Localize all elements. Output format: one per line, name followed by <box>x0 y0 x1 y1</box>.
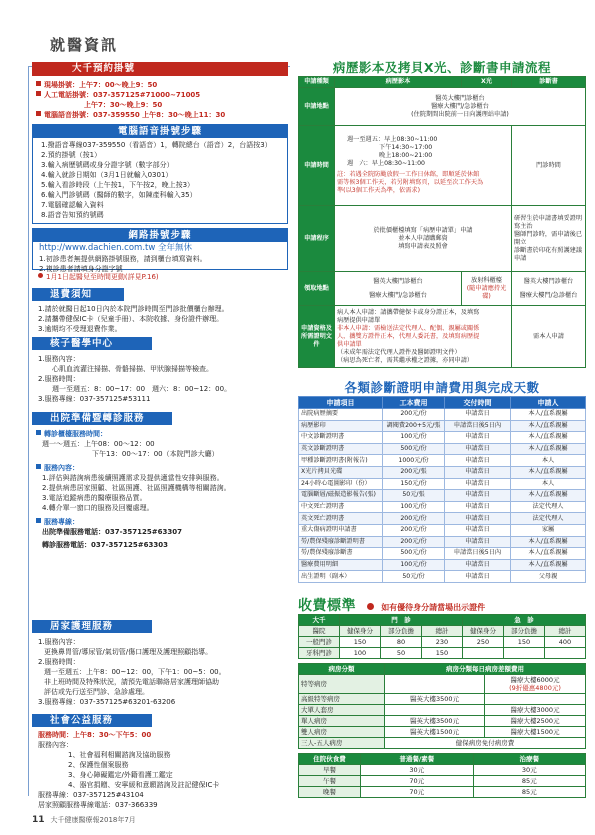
cert-cell: 法定代理人 <box>511 513 586 525</box>
homecare-line: 1.服務內容： <box>38 638 80 646</box>
cert-header: 申請人 <box>511 397 586 409</box>
cert-cell: 申請當日 <box>445 432 511 444</box>
homecare-line: 評估或先行送至門診、急診處理。 <box>44 688 149 696</box>
voice-phone-line: 電腦語音掛號：037-359550 上午8：30～晚上11：30 <box>36 110 288 120</box>
flow-header-row <box>299 77 586 88</box>
meal-cell: 70元 <box>361 775 474 786</box>
appointment-section <box>32 62 288 120</box>
fee-outpatient-header: 門 診 <box>340 614 463 625</box>
cert-cell: 英文診斷證明書 <box>299 443 383 455</box>
manual-phone-line: 人工電話掛號：037-357125#71000~71005 <box>36 90 288 100</box>
fee-cell <box>504 647 545 658</box>
cert-cell: 本人/直系親屬 <box>511 420 586 432</box>
cert-cell: 本人/直系親屬 <box>511 409 586 421</box>
cert-cell: 本人 <box>511 455 586 467</box>
homecare-section <box>32 620 288 707</box>
cert-cell: 申請當日 <box>445 443 511 455</box>
flow-row-pickup <box>299 272 586 306</box>
cert-cell: 出生證明（副本） <box>299 571 383 583</box>
flow-row-procedure <box>299 206 586 272</box>
cert-cell: 200元/張 <box>383 466 445 478</box>
voice-step: 3.輸入病歷號碼或身分證字號（數字部分） <box>41 161 174 169</box>
ward-row <box>299 726 586 737</box>
meal-cell: 70元 <box>361 786 474 797</box>
meal-row <box>299 764 586 775</box>
web-step: 1.初診患者無提供網路掛號服務，請到櫃台填寫資料。 <box>39 255 207 263</box>
meal-cell: 午餐 <box>299 775 361 786</box>
cert-cell: X光片拷貝光碟 <box>299 466 383 478</box>
discharge-item: 4.轉介單一窗口的服務及回覆處理。 <box>42 504 154 512</box>
fee-subheader: 總計 <box>545 625 586 636</box>
homecare-line: 非上班時間及特殊狀況，請預先電話聯絡居家護理師協助 <box>44 678 219 686</box>
cert-row <box>299 455 586 467</box>
flow-title: 病歷影本及拷貝X光、診斷書申請流程 <box>332 60 552 75</box>
cert-cell: 申請當日 <box>445 571 511 583</box>
cert-cell: 150元/份 <box>383 478 445 490</box>
ward-header-row <box>299 663 586 674</box>
nuclear-line: 3.服務專線：037-357125#53111 <box>38 395 151 403</box>
fee-subheader: 部分負擔 <box>381 625 422 636</box>
cert-row <box>299 501 586 513</box>
appointment-title: 大千預約掛號 <box>32 62 288 76</box>
cert-cell: 500元/份 <box>383 443 445 455</box>
ward-fee-b-main: 醫療大樓2500元 <box>510 716 560 725</box>
cert-row <box>299 524 586 536</box>
meal-cell: 早餐 <box>299 764 361 775</box>
flow-time-right: 門診時間 <box>512 126 586 206</box>
cert-cell: 50元/張 <box>383 490 445 502</box>
referral-hours: 週一～週五：上午08：00～12：00 <box>42 440 155 448</box>
discharge-title: 出院準備暨轉診服務 <box>32 412 172 425</box>
homecare-line: 週一至週五：上午8：00~12：00，下午1：00~5：00。 <box>44 668 226 676</box>
cert-cell: 申請當日 <box>445 524 511 536</box>
voice-step: 5.輸入看診時段（上午按1，下午按2，晚上按3） <box>41 181 195 189</box>
ward-fee-b <box>485 726 586 737</box>
flow-time: 週一至週五：早上08:30~11:00 下午14:30~17:00 晚上18:00~21:00 週 六：早上08:30~11:00 註：若遇全院防颱放假一工作日休館，即順延於休館 需等候3個工作天，若另附填寫頁，以延至次工作天為 準(以3個工作天為準，依需求) <box>335 126 512 206</box>
cert-cell: 本人/直系親屬 <box>511 536 586 548</box>
bullet-icon <box>36 81 41 86</box>
social-content-label: 服務內容： <box>38 741 73 749</box>
meal-header: 治療餐 <box>473 753 586 764</box>
refund-line: 1.請於就醫日起10日內於本院門診時間至門診批價櫃台辦理。 <box>38 305 229 313</box>
bullet-icon <box>36 91 41 96</box>
cert-cell: 申請當日 <box>445 455 511 467</box>
meal-cell: 晚餐 <box>299 786 361 797</box>
cert-row <box>299 432 586 444</box>
ward-body <box>299 674 586 748</box>
flow-pickup-left: 醫英大樓門診櫃台 醫療大樓門/急診櫃台 <box>335 272 462 306</box>
discharge-phone: 出院準備服務電話：037-357125#63307 <box>42 528 182 536</box>
ward-fee-b-main: 醫療大樓6000元 <box>510 675 560 684</box>
nuclear-line: 2.服務時間： <box>38 375 80 383</box>
ward-fee-b <box>485 715 586 726</box>
fee-hospital: 大千 <box>299 614 340 625</box>
cert-cell: 申請當日 <box>445 536 511 548</box>
meal-cell: 85元 <box>473 786 586 797</box>
cert-cell: 中文診斷證明書 <box>299 432 383 444</box>
meal-header: 普通餐/素餐 <box>361 753 474 764</box>
ward-name: 雙人病房 <box>299 726 385 737</box>
web-url-link[interactable]: http://www.dachien.com.tw 全年無休 <box>39 243 193 253</box>
fee-subheader: 健保身分 <box>340 625 381 636</box>
ward-name: 高級特等病房 <box>299 693 385 704</box>
discharge-phone-label: 服務專線： <box>36 517 288 527</box>
fee-cell: 牙科門診 <box>299 647 340 658</box>
left-border-vertical <box>28 66 29 796</box>
cert-cell: 500元/份 <box>383 548 445 560</box>
cert-cell: 本人/直系親屬 <box>511 466 586 478</box>
cert-cell: 出院病歷摘要 <box>299 409 383 421</box>
voice-steps-box <box>32 124 288 224</box>
flow-docs: 病人本人申請：請攜帶健保卡或身分證正本，及填寫 病歷提供申請單 非本人申請：需檢送法定代理人、配偶、親屬或關係 人，攜雙方證件正本，代理人委託書，及填寫病歷提 供申請單 （未成年需法定代理人證件及醫師證明文件） （病思為死亡者，需其繼承權之證據，亦同申請） <box>335 306 512 368</box>
page-title: 就醫資訊 <box>50 36 119 54</box>
voice-steps-title: 電腦語音掛號步驟 <box>33 125 287 138</box>
discharge-item: 3.電話追蹤病患的醫療服務品質。 <box>42 494 147 502</box>
ward-fee-b <box>485 704 586 715</box>
nuclear-title: 核子醫學中心 <box>32 337 152 350</box>
fee-cell: 150 <box>422 647 463 658</box>
page-number: 11 <box>32 815 45 825</box>
fee-row <box>299 636 586 647</box>
homecare-line: 2.服務時間： <box>38 658 80 666</box>
flow-pickup-mid: 放射科櫃檯 (隨申請應持光碟) <box>462 272 512 306</box>
fee-subheader: 醫院 <box>299 625 340 636</box>
cert-cell: 本人/直系親屬 <box>511 559 586 571</box>
voice-step: 2.預約掛號（按1） <box>41 151 102 159</box>
fee-heading <box>298 595 586 614</box>
referral-hours: 下午13：00～17：00（本院門診大廳） <box>92 450 219 458</box>
flow-header: 診斷書 <box>512 77 586 88</box>
walkin-line: 現場掛號：上午7：00～晚上9：50 <box>36 80 288 90</box>
cert-cell: 200元/份 <box>383 536 445 548</box>
ward-row <box>299 693 586 704</box>
fee-subheader: 總計 <box>422 625 463 636</box>
voice-step: 1.撥語音專線037-359550（看語音）1，轉院總台（語音）2，台語按3） <box>41 141 272 149</box>
social-title: 社會公益服務 <box>32 714 152 727</box>
ward-name: 三人-五人病房 <box>299 737 385 748</box>
cert-header: 工本費用 <box>383 397 445 409</box>
cert-header-row <box>299 397 586 409</box>
meal-header-row <box>299 753 586 764</box>
cert-row <box>299 490 586 502</box>
cert-row <box>299 443 586 455</box>
referral-phone: 轉診服務電話：037-357125#63303 <box>42 541 168 549</box>
cert-cell: 200元/份 <box>383 513 445 525</box>
cert-row <box>299 513 586 525</box>
cert-cell: 醫療費用明細 <box>299 559 383 571</box>
social-item: 2、保護性個案服務 <box>68 761 129 769</box>
meal-row <box>299 775 586 786</box>
homecare-line: 3.服務專線：037-357125#63201-63206 <box>38 698 176 706</box>
nuclear-line: 心肌血流灌注掃描、骨骼掃描、甲狀腺掃描等檢查。 <box>52 365 213 373</box>
nuclear-section <box>32 337 288 404</box>
meal-cell: 85元 <box>473 775 586 786</box>
cert-cell: 本人/直系親屬 <box>511 490 586 502</box>
fee-cell: 230 <box>422 636 463 647</box>
cert-header: 申請項目 <box>299 397 383 409</box>
fee-subheader: 部分負擔 <box>504 625 545 636</box>
cert-row <box>299 420 586 432</box>
homecare-title: 居家護理服務 <box>32 620 152 633</box>
social-phone: 服務專線：037-357125#43104 <box>38 791 144 799</box>
cert-cell: 英文死亡證明書 <box>299 513 383 525</box>
meal-body <box>299 764 586 797</box>
ward-fee-b-discount: (9折優惠4800元) <box>509 683 561 692</box>
ward-header: 病房分類每日病房差額費用 <box>385 663 586 674</box>
fee-cell: 100 <box>340 647 381 658</box>
fee-cell: 150 <box>340 636 381 647</box>
flow-place: 醫英大樓門診櫃台 醫療大樓門/急診櫃台 (住院期間出院前一日向護理站申請) <box>335 88 586 126</box>
social-item: 4、器官捐贈、安寧緩和意願諮詢及註記健保IC卡 <box>68 781 220 789</box>
web-steps-title: 網路掛號步驟 <box>33 229 287 242</box>
bullet-icon <box>36 430 41 435</box>
cert-cell: 申請當日 <box>445 501 511 513</box>
right-column <box>298 58 586 800</box>
refund-line: 3.逾期均不受理退費作業。 <box>38 325 122 333</box>
cert-cell: 申請當日後5日內 <box>445 420 511 432</box>
cert-cell: 申請當日 <box>445 478 511 490</box>
flow-label: 申請地點 <box>299 88 335 126</box>
cert-row <box>299 559 586 571</box>
discharge-section <box>32 412 288 550</box>
cert-cell: 100元/份 <box>383 559 445 571</box>
cert-body <box>299 409 586 583</box>
manual-phone-hours: 上午7：30～晚上9：50 <box>84 101 163 109</box>
flow-procedure-right: 研習生於申請書填妥證明寫主治 醫師門診時，需申請後已開立 診斷書於印花有照護建議 申請 <box>512 206 586 272</box>
meal-table <box>298 753 586 798</box>
cert-cell: 申請當日 <box>445 513 511 525</box>
cert-cell: 調閱費200+5元/張 <box>383 420 445 432</box>
fee-subheader-row <box>299 625 586 636</box>
social-item: 3、身心障礙鑑定/外籍看護工鑑定 <box>68 771 173 779</box>
cert-header: 交付時間 <box>445 397 511 409</box>
meal-cell: 30元 <box>473 764 586 775</box>
flow-label: 申請時間 <box>299 126 335 206</box>
web-step: 2.複診患者請填身分證字號 <box>39 265 123 273</box>
web-note: 1月1日起醫兒至時間更動(詳見P.16) <box>32 272 288 282</box>
cert-cell: 勞/農保殘廢診斷證明書 <box>299 536 383 548</box>
fee-cell: 50 <box>381 647 422 658</box>
fee-cell: 一般門診 <box>299 636 340 647</box>
homecare-line: 更換鼻胃管/導尿管/氣切管/傷口護理及護理照顧指導。 <box>44 648 213 656</box>
flow-docs-right: 需本人申請 <box>512 306 586 368</box>
ward-row <box>299 704 586 715</box>
meal-cell: 30元 <box>361 764 474 775</box>
cert-cell: 100元/份 <box>383 432 445 444</box>
cert-row <box>299 548 586 560</box>
flow-row-place <box>299 88 586 126</box>
footer <box>32 815 136 825</box>
flow-pickup-right: 醫英大樓門診櫃台 醫療大樓門/急診櫃台 <box>512 272 586 306</box>
flow-label: 申請程序 <box>299 206 335 272</box>
cert-title: 各類診斷證明申請費用與完成天數 <box>344 380 540 395</box>
flow-procedure: 於批價櫃檯填寫「病歷申請單」申請 並本人申請購郵資 填寫申請表及照會 <box>335 206 512 272</box>
ward-row <box>299 715 586 726</box>
discharge-content-label: 服務內容： <box>36 463 288 473</box>
cert-cell: 1000元/份 <box>383 455 445 467</box>
cert-cell: 申請當日 <box>445 409 511 421</box>
ward-fee-a: 醫英大樓1500元 <box>385 726 485 737</box>
nuclear-line: 1.服務內容： <box>38 355 80 363</box>
cert-cell: 50元/份 <box>383 571 445 583</box>
ward-header: 病房分類 <box>299 663 385 674</box>
ward-fee-b-main: 醫療大樓1500元 <box>510 727 560 736</box>
bullet-icon <box>36 518 41 523</box>
cert-row <box>299 478 586 490</box>
fee-cell <box>463 647 504 658</box>
ward-fee-a: 醫英大樓3500元 <box>385 715 485 726</box>
left-column <box>32 60 288 809</box>
cert-row <box>299 409 586 421</box>
ward-row <box>299 674 586 693</box>
refund-line: 2.請攜帶健保IC卡（兒童手冊）、本院收據、身份證件辦理。 <box>38 315 224 323</box>
fee-cell: 80 <box>381 636 422 647</box>
ward-row <box>299 737 586 748</box>
cert-cell: 200元/份 <box>383 524 445 536</box>
social-time: 服務時間：上午8：30～下午5：00 <box>38 731 152 739</box>
ward-fee-a <box>385 704 485 715</box>
voice-step: 8.語音告知預約號碼 <box>41 211 104 219</box>
cert-cell: 申請當日 <box>445 559 511 571</box>
fee-emergency-header: 急 診 <box>463 614 586 625</box>
cert-cell: 重大傷病證明申請書 <box>299 524 383 536</box>
cert-cell: 甲種診斷證明書(附報告) <box>299 455 383 467</box>
fee-cell: 250 <box>463 636 504 647</box>
web-steps-box <box>32 228 288 273</box>
flow-row-docs <box>299 306 586 368</box>
fee-header-row <box>299 614 586 625</box>
fee-cell: 150 <box>504 636 545 647</box>
flow-table <box>298 76 586 368</box>
cert-row <box>299 571 586 583</box>
meal-header: 住院伙食費 <box>299 753 361 764</box>
social-section <box>32 714 288 810</box>
bullet-icon <box>36 111 41 116</box>
cert-cell: 法定代理人 <box>511 501 586 513</box>
voice-step: 4.輸入就診日期如（3月1日就輸入0301） <box>41 171 173 179</box>
cert-cell: 父母親 <box>511 571 586 583</box>
fee-table <box>298 614 586 659</box>
referral-hours-label: 轉診櫃檯服務時間： <box>36 429 288 439</box>
fee-title: 收費標準 <box>298 597 356 614</box>
fee-row <box>299 647 586 658</box>
ward-table <box>298 663 586 749</box>
cert-cell: 申請當日 <box>445 490 511 502</box>
cert-cell: 病歷影印 <box>299 420 383 432</box>
voice-step: 7.電腦確認輸入資料 <box>41 201 104 209</box>
cert-cell: 電腦斷層/磁振造影報告(張) <box>299 490 383 502</box>
ward-fee-b <box>485 674 586 693</box>
cert-cell: 本人/直系親屬 <box>511 548 586 560</box>
cert-cell: 家屬 <box>511 524 586 536</box>
nuclear-line: 週一至週五：8：00~17：00 週六：8：00~12：00。 <box>52 385 232 393</box>
refund-title: 退費須知 <box>32 288 124 301</box>
cert-cell: 申請當日 <box>445 466 511 478</box>
ward-fee-b-main: 醫療大樓3000元 <box>510 705 560 714</box>
flow-header: 病歷影本 <box>335 77 462 88</box>
fee-cell: 400 <box>545 636 586 647</box>
ward-fee-a <box>385 674 485 693</box>
footer-text: 大千健康醫療報2018年7月 <box>50 816 136 824</box>
flow-header: 申請種類 <box>299 77 335 88</box>
bullet-icon <box>36 464 41 469</box>
fee-cell <box>545 647 586 658</box>
cert-cell: 本人/直系親屬 <box>511 432 586 444</box>
social-item: 1、社會福利相關諮詢及協助服務 <box>68 751 171 759</box>
flow-label: 領取地點 <box>299 272 335 306</box>
cert-cell: 本人 <box>511 478 586 490</box>
cert-cell: 中文死亡證明書 <box>299 501 383 513</box>
bullet-icon <box>38 273 43 278</box>
ward-fee-a: 健保病房免付病房費 <box>385 737 586 748</box>
ward-name: 單人病房 <box>299 715 385 726</box>
voice-step: 6.輸入門診號碼（醫師的數字，如陳產科輸入35） <box>41 191 197 199</box>
meal-row <box>299 786 586 797</box>
cert-cell: 申請當日後5日內 <box>445 548 511 560</box>
discharge-item: 2.提供病患居家照顧、社區照護、社區照護機構等相關諮詢。 <box>42 484 231 492</box>
flow-label: 申請資格及所需證明文件 <box>299 306 335 368</box>
fee-body <box>299 636 586 658</box>
cert-row <box>299 536 586 548</box>
ward-name: 大單人套房 <box>299 704 385 715</box>
fee-note: 如有優待身分請當場出示證件 <box>381 602 486 612</box>
notice-dot-icon <box>367 603 374 610</box>
flow-row-time <box>299 126 586 206</box>
social-phone: 居家照顧服務專線電話：037-366339 <box>38 801 158 809</box>
flow-header: X光 <box>462 77 512 88</box>
ward-fee-a: 醫英大樓3500元 <box>385 693 485 704</box>
cert-cell: 24小時心電圖影印（份） <box>299 478 383 490</box>
cert-cell: 勞/農保殘廢診斷書 <box>299 548 383 560</box>
cert-cell: 100元/份 <box>383 501 445 513</box>
discharge-item: 1.評估與諮詢病患後續照護需求及提供適當性安排與服務。 <box>42 474 224 482</box>
refund-section <box>32 288 288 334</box>
cert-cell: 本人/直系親屬 <box>511 443 586 455</box>
ward-fee-b <box>485 693 586 704</box>
fee-subheader: 健保身分 <box>463 625 504 636</box>
cert-row <box>299 466 586 478</box>
ward-name: 特等病房 <box>299 674 385 693</box>
cert-table <box>298 396 586 583</box>
cert-cell: 200元/份 <box>383 409 445 421</box>
